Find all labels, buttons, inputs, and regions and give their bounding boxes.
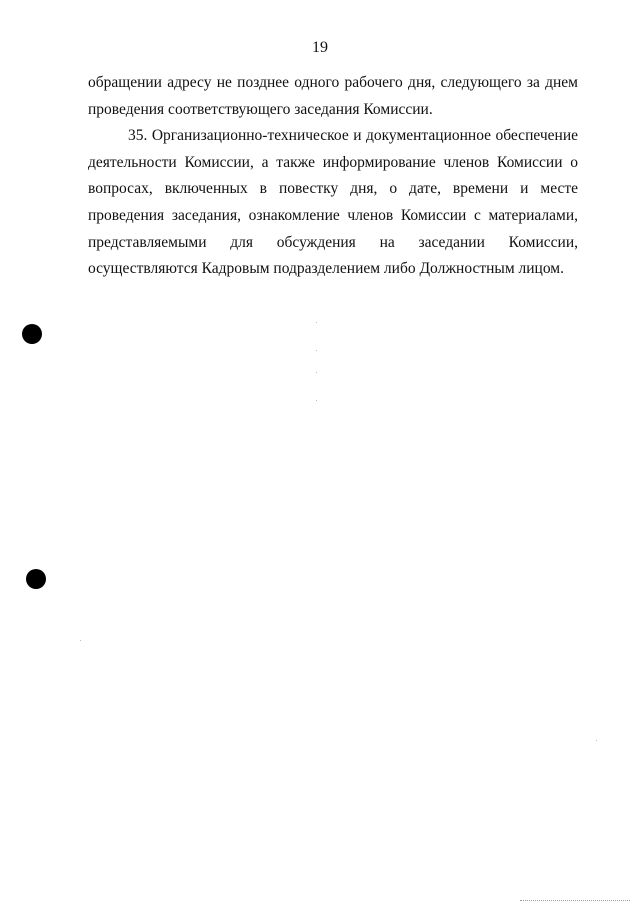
scan-speck	[316, 350, 317, 351]
document-body	[88, 70, 578, 283]
scan-speck	[316, 322, 317, 323]
scan-speck	[316, 400, 317, 401]
page-number: 19	[312, 39, 328, 56]
scan-speck	[596, 740, 597, 741]
paragraph-35: 35. Организационно-техническое и документационное обеспечение деятельности Комиссии, а также информирование членов Комиссии о вопросах, включенных в повестку дня, о дате, времени и месте проведения заседания, ознакомление членов Комиссии с материалами, представляемыми для обсуждения на заседании Комиссии, осуществляются Кадровым подразделением либо Должностным лицом.	[88, 127, 578, 278]
scan-edge-artifact	[520, 900, 630, 902]
punch-hole-mark	[22, 324, 42, 344]
paragraph-continuation: обращении адресу не позднее одного рабочего дня, следующего за днем проведения соответствующего заседания Комиссии.	[88, 74, 578, 118]
punch-hole-mark	[26, 569, 46, 589]
scan-speck	[80, 640, 81, 641]
scan-speck	[316, 372, 317, 373]
